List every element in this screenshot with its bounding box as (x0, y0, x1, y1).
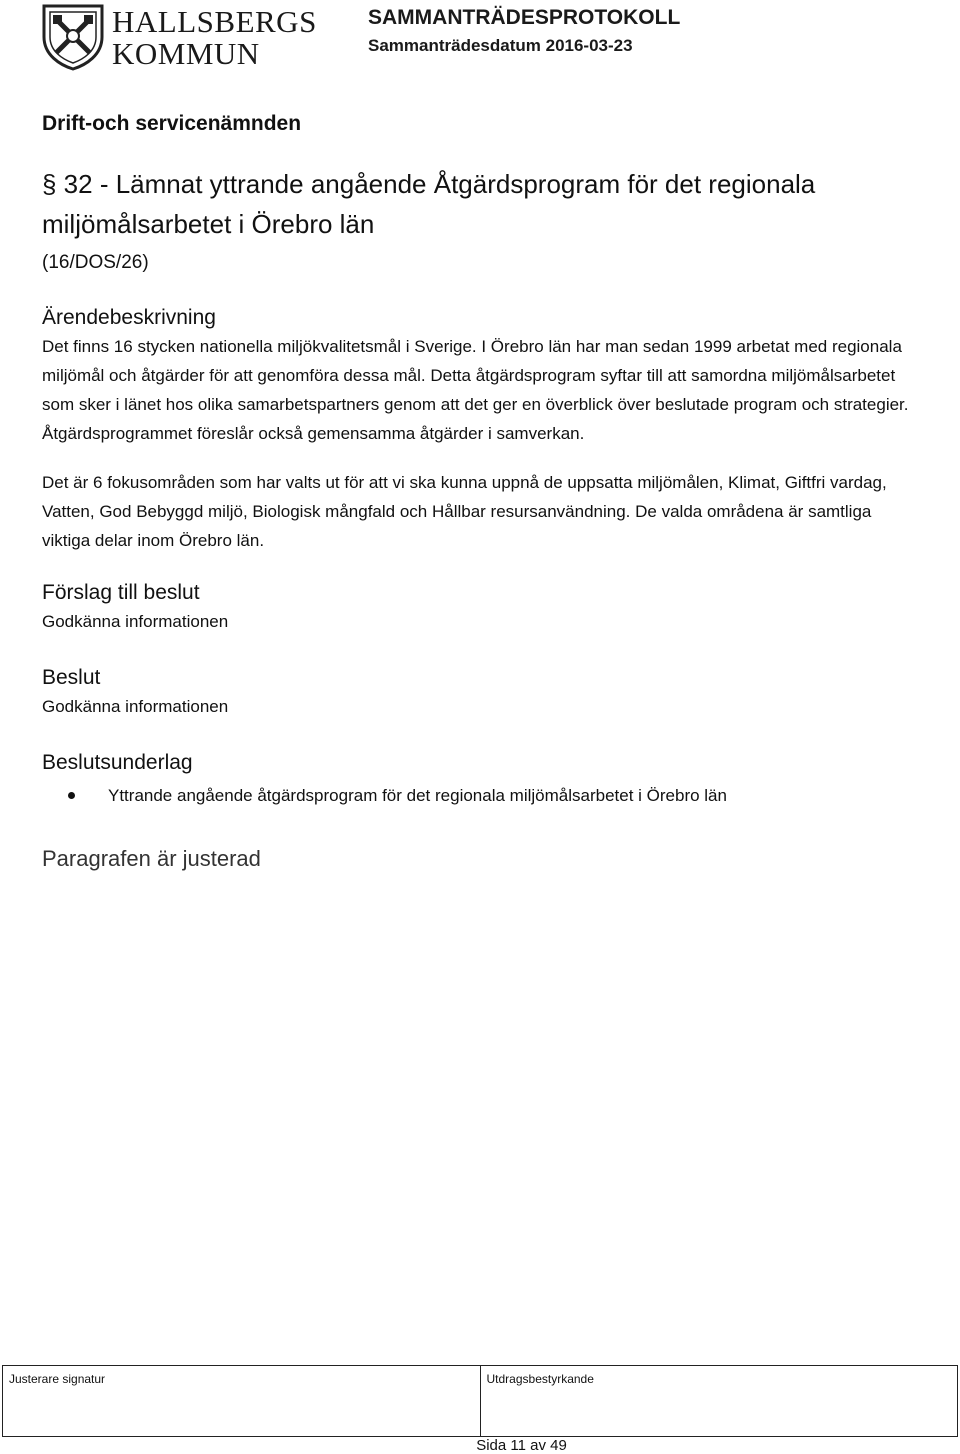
utdragsbestyrkande-label: Utdragsbestyrkande (486, 1372, 594, 1386)
justerare-signature-field (3, 1366, 480, 1436)
heading-beslut: Beslut (42, 666, 101, 689)
case-number: (16/DOS/26) (42, 252, 149, 273)
heading-beslutsunderlag: Beslutsunderlag (42, 751, 193, 774)
kommun-name-line1: HALLSBERGS (112, 4, 317, 39)
protocol-title: SAMMANTRÄDESPROTOKOLL (368, 6, 681, 29)
forslag-text: Godkänna informationen (42, 612, 229, 631)
kommun-name (112, 6, 317, 70)
page-number-text: Sida 11 av 49 (476, 1437, 567, 1454)
beslut-text: Godkänna informationen (42, 697, 229, 716)
coat-of-arms-logo (40, 3, 106, 71)
meeting-date: Sammanträdesdatum 2016-03-23 (368, 36, 633, 55)
section-title: § 32 - Lämnat yttrande angående Åtgärdsprogram för det regionala miljömålsarbetet i Örebro län (42, 169, 816, 239)
page-number (0, 1437, 960, 1454)
justerad-note: Paragrafen är justerad (42, 846, 261, 871)
utdragsbestyrkande-field (480, 1366, 958, 1436)
description-paragraph-2: Det är 6 fokusområden som har valts ut för att vi ska kunna uppnå de uppsatta miljömålen, Klimat, Giftfri vardag, Vatten, God Bebyggd miljö, Biologisk mångfald och Hållbar resursanvändning. De valda områdena är samtliga viktiga delar inom Örebro län. (42, 473, 887, 550)
kommun-name-line2: KOMMUN (112, 36, 260, 71)
organization-name: Drift-och servicenämnden (42, 112, 302, 135)
justerare-label: Justerare signatur (9, 1372, 106, 1386)
attachment-list (42, 781, 922, 810)
heading-forslag-till-beslut: Förslag till beslut (42, 581, 200, 604)
description-paragraph-1: Det finns 16 stycken nationella miljökvalitetsmål i Sverige. I Örebro län har man sedan 1999 arbetat med regionala miljömål och åtgärder för att genomföra dessa mål. Detta åtgärdsprogram syftar till att samordna miljömålsarbetet som sker i länet hos olika samarbetspartners genom att det ger en överblick över beslutade program och strategier. Åtgärdsprogrammet föreslår också gemensamma åtgärder i samverkan. (42, 337, 909, 443)
list-item (42, 781, 922, 810)
attachment-label: Yttrande angående åtgärdsprogram för det regionala miljömålsarbetet i Örebro län (108, 786, 727, 805)
document-body (42, 110, 922, 874)
signature-box (2, 1365, 958, 1437)
heading-arendebeskrivning: Ärendebeskrivning (42, 306, 216, 329)
bullet-icon (68, 792, 75, 799)
